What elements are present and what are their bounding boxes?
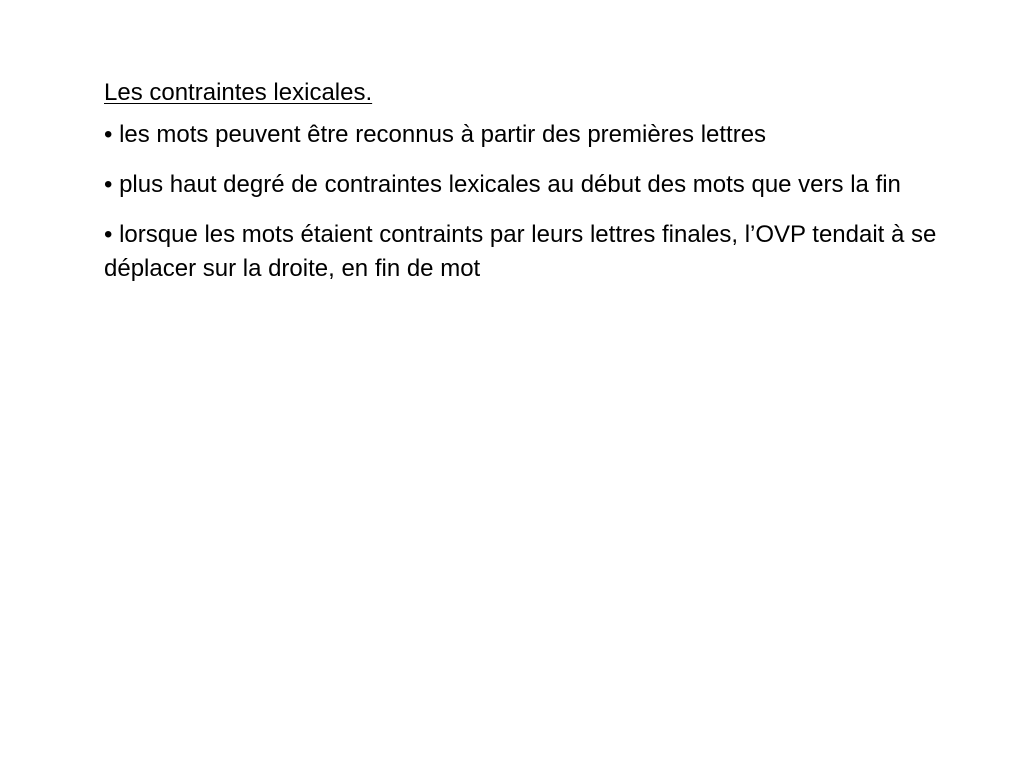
bullet-marker: • [104, 221, 113, 248]
slide-heading: Les contraintes lexicales. [104, 79, 373, 106]
bullet-item [104, 218, 944, 286]
slide-content [104, 76, 944, 302]
bullet-item [104, 118, 944, 152]
bullet-text: plus haut degré de contraintes lexicales au début des mots que vers la fin [119, 171, 901, 198]
bullet-item [104, 168, 944, 202]
bullet-marker: • [104, 121, 113, 148]
bullet-list [104, 118, 944, 286]
bullet-text: les mots peuvent être reconnus à partir des premières lettres [119, 121, 767, 148]
bullet-marker: • [104, 171, 113, 198]
bullet-text: lorsque les mots étaient contraints par leurs lettres finales, l’OVP tendait à se déplacer sur la droite, en fin de mot [104, 221, 937, 282]
